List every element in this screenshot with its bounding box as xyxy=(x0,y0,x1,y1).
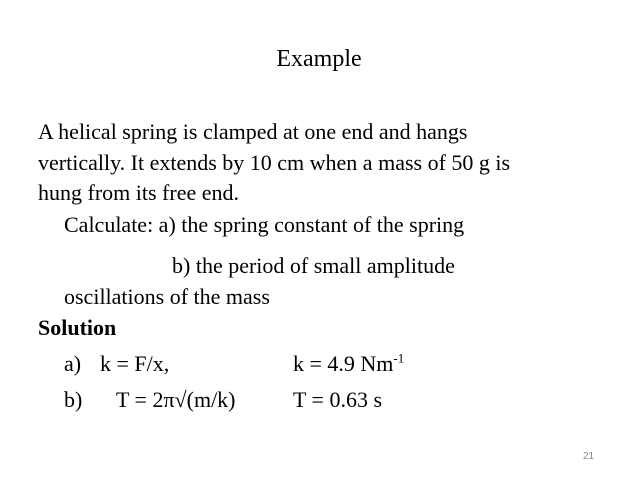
solution-result-a xyxy=(293,350,404,378)
part-b-continuation: oscillations of the mass xyxy=(64,284,270,309)
solution-result-b: T = 0.63 s xyxy=(293,387,383,412)
slide-title: Example xyxy=(276,46,362,72)
solution-label-a: a) xyxy=(64,351,82,376)
calculate-line: Calculate: a) the spring constant of the spring xyxy=(64,212,465,237)
solution-formula-a: k = F/x, xyxy=(100,351,170,376)
problem-line-1: A helical spring is clamped at one end and hangs xyxy=(38,119,468,144)
solution-label-b: b) xyxy=(64,387,83,412)
problem-line-3: hung from its free end. xyxy=(38,180,239,205)
solution-heading: Solution xyxy=(38,315,117,340)
result-a-exponent: -1 xyxy=(393,350,405,366)
page-number: 21 xyxy=(583,451,595,462)
problem-line-2: vertically. It extends by 10 cm when a mass of 50 g is xyxy=(38,150,511,175)
solution-row-b xyxy=(0,386,638,416)
solution-row-a xyxy=(0,350,638,380)
part-b-line: b) the period of small amplitude xyxy=(172,253,455,278)
result-a-value: k = 4.9 Nm xyxy=(293,351,394,376)
solution-formula-b: T = 2π√(m/k) xyxy=(116,387,236,412)
